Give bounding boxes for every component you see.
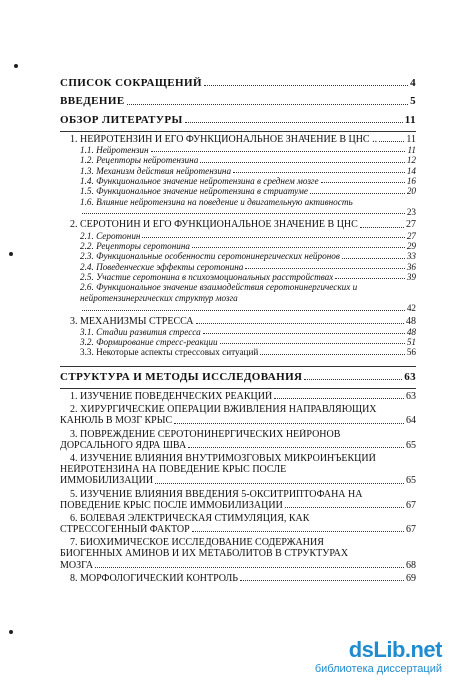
dot-leader [335, 278, 404, 279]
toc-entry [60, 262, 416, 272]
toc-entry [60, 513, 416, 535]
toc-entry-line [60, 440, 416, 451]
dot-leader [174, 423, 404, 424]
punch-hole-mark [9, 630, 13, 634]
toc-page-number: 48 [406, 326, 416, 337]
toc-entry-label: 1.4. Функциональное значение нейротензина в среднем мозге [80, 176, 319, 187]
toc-page-number: 5 [410, 95, 416, 108]
punch-hole-mark [9, 252, 13, 256]
toc-page-number: 64 [406, 415, 416, 427]
toc-entry-label: СТРУКТУРА И МЕТОДЫ ИССЛЕДОВАНИЯ [60, 370, 303, 383]
dslib-subtitle: библиотека диссертаций [314, 663, 442, 675]
toc-entry-label: 3. МЕХАНИЗМЫ СТРЕССА [70, 315, 194, 327]
toc-entry [60, 241, 416, 251]
toc-entry-label: 7. БИОХИМИЧЕСКОЕ ИССЛЕДОВАНИЕ СОДЕРЖАНИЯ [70, 537, 324, 549]
toc-entry [60, 453, 416, 487]
toc-page-number: 11 [407, 145, 416, 156]
dot-leader [379, 141, 404, 142]
section-divider [60, 388, 416, 389]
toc-entry-label: 2.1. Серотонин [80, 230, 141, 241]
toc-entry-label: 5. ИЗУЧЕНИЕ ВЛИЯНИЯ ВВЕДЕНИЯ 5-ОКСИТРИПТОФАНА НА [70, 488, 363, 500]
dot-leader [82, 310, 405, 311]
toc-page-number: 65 [406, 475, 416, 487]
dot-leader [127, 104, 409, 105]
toc-entry-line [60, 548, 416, 559]
dot-leader [185, 122, 403, 123]
toc-entry [60, 231, 416, 241]
toc-entry [60, 327, 416, 337]
toc-page-number: 36 [406, 261, 416, 272]
dot-leader [321, 182, 405, 183]
toc-page-number: 4 [410, 77, 416, 89]
toc-entry-label: 1.2. Рецепторы нейротензина [80, 155, 199, 166]
toc-entry-abbreviations [60, 74, 416, 92]
toc-entry-label: ДОРСАЛЬНОГО ЯДРА ШВА [60, 439, 187, 451]
toc-entry-label: НЕЙРОТЕНЗИНА НА ПОВЕДЕНИЕ КРЫС ПОСЛЕ [60, 464, 287, 476]
toc-entry-wrapped [60, 197, 416, 218]
toc-entry-label: 2.3. Функциональные особенности серотонинергических нейронов [80, 251, 340, 262]
toc-page-number: 33 [406, 251, 416, 262]
toc-page-number: 27 [406, 230, 416, 241]
toc-entry-label: ВВЕДЕНИЕ [60, 95, 125, 108]
toc-page-number: 63 [404, 370, 416, 383]
toc-entry-line [60, 404, 416, 415]
toc-entry [60, 404, 416, 426]
toc-entry-label: ПОВЕДЕНИЕ КРЫС ПОСЛЕ ИММОБИЛИЗАЦИИ [60, 499, 283, 511]
toc-entry-label: 4. ИЗУЧЕНИЕ ВЛИЯНИЯ ВНУТРИМОЗГОВЫХ МИКРОИНЪЕКЦИЙ [70, 452, 376, 464]
dot-leader [240, 580, 404, 581]
toc-page-number: 27 [406, 219, 416, 231]
dot-leader [196, 323, 404, 324]
toc-entry-label: СТРЕССОГЕННЫЙ ФАКТОР [60, 524, 190, 536]
toc-entry-introduction [60, 92, 416, 110]
toc-page-number: 12 [406, 155, 416, 166]
dot-leader [204, 85, 408, 86]
toc-entry [60, 316, 416, 327]
toc-entry-label: 1.1. Нейротензин [80, 145, 149, 156]
toc-entry [60, 347, 416, 357]
toc-entry [60, 186, 416, 196]
dot-leader [192, 531, 404, 532]
toc-entry-label: 1.6. Влияние нейротензина на поведение и двигательную активность [80, 196, 353, 207]
toc-entry-label: 1.3. Механизм действия нейротензина [80, 165, 232, 176]
dot-leader [142, 237, 404, 238]
toc-entry-line [60, 524, 416, 535]
dslib-watermark [315, 637, 442, 675]
section-divider [60, 131, 416, 132]
toc-entry [60, 489, 416, 511]
toc-entry-label: 2.2. Рецепторы серотонина [80, 240, 191, 251]
toc-page-number: 48 [406, 315, 416, 327]
toc-entry [60, 145, 416, 155]
dot-leader [151, 151, 406, 152]
toc-entry-line [60, 560, 416, 571]
dot-leader [304, 379, 402, 380]
toc-entry-label: 6. БОЛЕВАЯ ЭЛЕКТРИЧЕСКАЯ СТИМУЛЯЦИЯ, КАК [70, 512, 310, 524]
toc-entry [60, 337, 416, 347]
dot-leader [260, 354, 405, 355]
dot-leader [233, 172, 405, 173]
toc-entry-line [60, 573, 416, 584]
toc-entry-label: СПИСОК СОКРАЩЕНИЙ [60, 77, 202, 89]
toc-entry [60, 429, 416, 451]
toc-page-number: 39 [406, 271, 416, 282]
toc-page-number: 63 [406, 391, 416, 402]
dot-leader [285, 507, 404, 508]
toc-page-number: 42 [406, 303, 416, 314]
toc-entry [60, 391, 416, 402]
toc-page-number: 56 [406, 347, 416, 358]
dot-leader [95, 567, 404, 568]
dot-leader [192, 247, 405, 248]
methods-list [60, 391, 416, 584]
toc-entry-label: 8. МОРФОЛОГИЧЕСКИЙ КОНТРОЛЬ [70, 572, 239, 584]
dot-leader [82, 213, 405, 214]
toc-entry-label: 2.4. Поведенческие эффекты серотонина [80, 261, 244, 272]
dot-leader [245, 268, 404, 269]
toc-entry-literature-review [60, 111, 416, 129]
section-divider [60, 366, 416, 367]
dot-leader [274, 398, 404, 399]
dot-leader [360, 227, 404, 228]
toc-entry-label: КАНЮЛЬ В МОЗГ КРЫС [60, 415, 173, 427]
toc-page-number: 11 [406, 133, 416, 145]
toc-entry-label: МОЗГА [60, 559, 94, 571]
toc-page-number: 65 [406, 439, 416, 451]
toc-entry-label: 2. ХИРУРГИЧЕСКИЕ ОПЕРАЦИИ ВЖИВЛЕНИЯ НАПРАВЛЯЮЩИХ [70, 404, 377, 416]
toc-entry [60, 537, 416, 571]
dot-leader [155, 483, 404, 484]
toc-page-number: 11 [404, 113, 416, 126]
toc-entry-label: ИММОБИЛИЗАЦИИ [60, 475, 154, 487]
toc-page-number: 14 [406, 165, 416, 176]
toc-entry-label: 1. НЕЙРОТЕНЗИН И ЕГО ФУНКЦИОНАЛЬНОЕ ЗНАЧЕНИЕ В ЦНС .. [70, 133, 378, 145]
dot-leader [203, 333, 405, 334]
toc-entry-line [60, 475, 416, 486]
dot-leader [188, 447, 404, 448]
toc-entry [60, 272, 416, 282]
toc-entry-methods [60, 368, 416, 386]
toc-entry-label: 2.5. Участие серотонина в психоэмоциональных расстройствах [80, 271, 334, 282]
toc-entry [60, 176, 416, 186]
toc-entry-line [60, 500, 416, 511]
toc-page-number: 68 [406, 559, 416, 571]
toc-entry-line [60, 537, 416, 548]
toc-entry-line [60, 464, 416, 475]
toc-page-number: 23 [406, 207, 416, 218]
table-of-contents [60, 74, 416, 584]
toc-page-number: 67 [406, 499, 416, 511]
toc-entry-line [60, 415, 416, 426]
toc-entry [60, 166, 416, 176]
toc-entry [60, 155, 416, 165]
toc-entry-line [60, 513, 416, 524]
toc-page-number: 16 [406, 176, 416, 187]
dot-leader [220, 343, 405, 344]
toc-entry-label: 3. ПОВРЕЖДЕНИЕ СЕРОТОНИНЕРГИЧЕСКИХ НЕЙРОНОВ [70, 428, 341, 440]
toc-entry-label: 3.1. Стадии развития стресса [80, 326, 201, 337]
toc-entry-label: 2.6. Функциональное значение взаимодействия серотонинергических и нейротензинергических структур мозга [80, 282, 358, 303]
toc-entry-line [60, 391, 416, 402]
toc-entry-label: 3.2. Формирование стресс-реакции [80, 337, 218, 348]
toc-entry [60, 134, 416, 145]
toc-entry [60, 219, 416, 230]
toc-page-number: 20 [406, 186, 416, 197]
toc-entry-line [60, 429, 416, 440]
toc-entry-label: 1. ИЗУЧЕНИЕ ПОВЕДЕНЧЕСКИХ РЕАКЦИЙ [70, 391, 273, 402]
toc-entry-label: 2. СЕРОТОНИН И ЕГО ФУНКЦИОНАЛЬНОЕ ЗНАЧЕНИЕ В ЦНС [70, 219, 358, 231]
toc-entry-line [60, 453, 416, 464]
toc-page-number: 69 [406, 572, 416, 584]
toc-page-number: 51 [406, 337, 416, 348]
toc-entry [60, 573, 416, 584]
dslib-logo: dsLib.net [348, 637, 442, 662]
punch-hole-mark [14, 64, 18, 68]
dot-leader [342, 258, 405, 259]
toc-entry-wrapped [60, 282, 416, 313]
toc-page-number: 29 [406, 240, 416, 251]
toc-entry-label: БИОГЕННЫХ АМИНОВ И ИХ МЕТАБОЛИТОВ В СТРУКТУРАХ [60, 548, 349, 560]
dot-leader [200, 162, 405, 163]
toc-entry-label: 1.5. Функциональное значение нейротензина в стриатуме [80, 186, 308, 197]
dot-leader [310, 193, 405, 194]
toc-entry-label: 3.3. Некоторые аспекты стрессовых ситуаций [80, 347, 259, 358]
toc-page-number: 67 [406, 524, 416, 536]
toc-entry [60, 251, 416, 261]
toc-entry-label: ОБЗОР ЛИТЕРАТУРЫ [60, 113, 183, 126]
toc-entry-line [60, 489, 416, 500]
